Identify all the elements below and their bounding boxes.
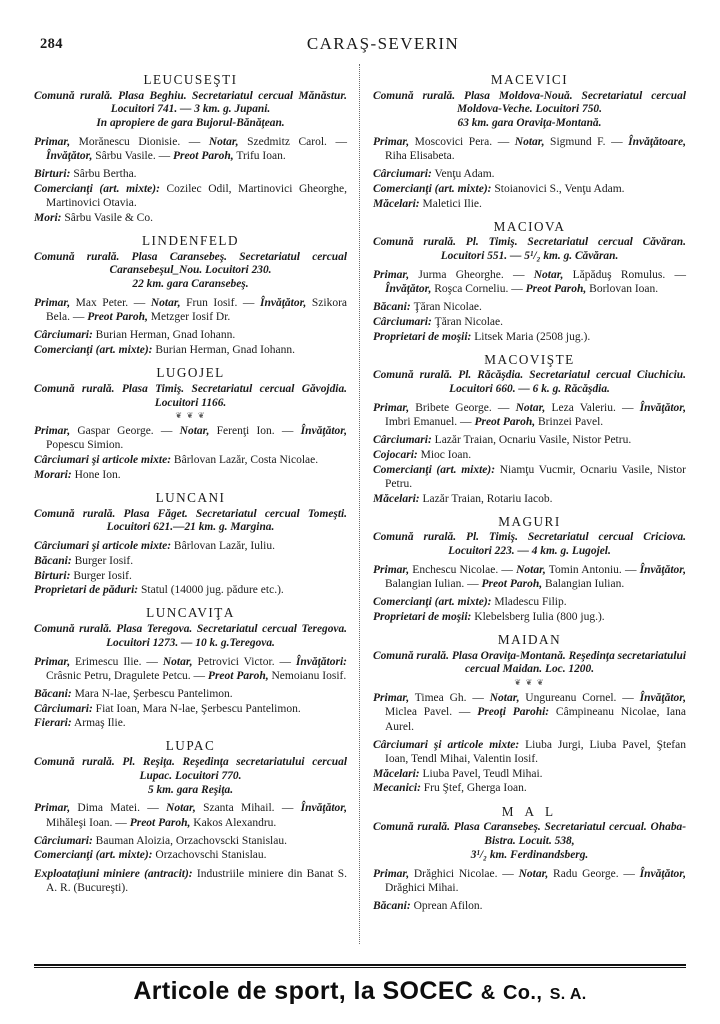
entry-role-label: Cârciumari:: [34, 329, 93, 342]
locality-header-text: Comună rurală. Plasa Oraviţa-Montană. Reşedinţa secretariatului cercual Maidan. Loc. 1200.: [373, 649, 686, 676]
locality-name: LINDENFELD: [141, 233, 240, 249]
locality-entry: [34, 234, 347, 357]
entry-value: Fiat Ioan, Mara N-lae, Şerbescu Pantelimon.: [92, 702, 301, 715]
decorative-ornament-icon: ❦ ❦ ❦: [514, 678, 545, 688]
locality-entry: [373, 805, 686, 913]
entry-value: Ţăran Nicolae.: [410, 301, 482, 314]
locality-header-block: [373, 531, 686, 559]
entry-value: Sârbu Vasile. —: [92, 150, 173, 163]
locality-header-text: Comună rurală. Pl. Răcăşdia. Secretariatul cercual Ciuchiciu. Locuitori 660. — 6 k. g. Răcăşdia.: [373, 369, 686, 396]
entry-role-label: Cârciumari şi articole mixte:: [373, 738, 520, 751]
locality-entry: [373, 220, 686, 344]
entry-role-label: Comercianţi (art. mixte):: [373, 596, 492, 609]
entry-line: [34, 167, 347, 181]
entry-value: Venţu Adam.: [431, 168, 495, 181]
entry-role-label: Comercianţi (art. mixte):: [373, 182, 492, 195]
entry-line: [373, 595, 686, 609]
entry-value: Radu George. —: [548, 867, 640, 880]
entry-value: Klebelsberg Iulia (800 jug.).: [471, 610, 605, 623]
entry-line: [373, 433, 686, 447]
locality-header-text: Comună rurală. Plasa Timiş. Secretariatul cercual Găvojdia. Locuitori 1166.: [34, 382, 347, 409]
entry-role-label: Cârciumari:: [373, 168, 432, 181]
entry-role-label: Preot Paroh,: [525, 283, 587, 296]
locality-header-text: Comună rurală. Pl. Timiş. Secretariatul cercual Căvăran. Locuitori 551. — 5¹/₂ km. g. Căvăran.: [373, 236, 686, 263]
entry-value: Burger Iosif.: [70, 569, 132, 582]
entry-value: Dima Matei. —: [70, 802, 167, 815]
entry-value: Câmpineanu Nicolae, Iana Aurel.: [385, 706, 687, 733]
locality-header-block: [34, 508, 347, 536]
entry-role-label: Primar,: [373, 268, 410, 281]
entry-value: Drăghici Nicolae. —: [409, 867, 519, 880]
entry-role-label: Băcani:: [34, 554, 72, 567]
entry-line: [373, 463, 686, 491]
entry-role-label: Preot Paroh,: [129, 816, 191, 829]
entry-value: Metzger Iosif Dr.: [147, 311, 231, 324]
entry-line: [34, 834, 347, 848]
entry-role-label: Cârciumari:: [34, 702, 93, 715]
entry-line: [373, 899, 686, 913]
entry-line: [34, 867, 347, 895]
entry-value: Petrovici Victor. —: [192, 655, 296, 668]
entry-value: Industriile miniere din Banat S. A. R. (Bucureşti).: [46, 867, 347, 894]
decorative-ornament-icon: ❦ ❦ ❦: [175, 411, 206, 421]
entry-value: Roşca Corneliu. —: [431, 283, 526, 296]
locality-name: MACOVIŞTE: [484, 351, 575, 367]
entry-role-label: Comercianţi (art. mixte):: [373, 463, 496, 476]
entry-role-label: Primar,: [34, 802, 71, 815]
entry-value: Maletici Ilie.: [419, 197, 482, 210]
entry-role-label: Învăţător,: [300, 425, 347, 438]
entry-role-label: Primar,: [373, 135, 410, 148]
entry-role-label: Învăţător,: [259, 296, 307, 309]
entry-role-label: Băcani:: [373, 301, 411, 314]
entry-line: [373, 448, 686, 462]
entry-value: Moscovici Pera. —: [409, 135, 515, 148]
entry-role-label: Preot Paroh,: [207, 669, 269, 682]
entry-value: Bribete George. —: [409, 402, 516, 414]
entry-line: [34, 554, 347, 568]
entry-value: Sârbu Bertha.: [70, 168, 137, 181]
entry-value: Erimescu Ilie. —: [70, 655, 163, 668]
entry-value: Bârlovan Lazăr, Costa Nicolae.: [171, 454, 319, 467]
entry-value: Miclea Pavel. —: [385, 706, 478, 719]
entry-role-label: Morari:: [34, 468, 72, 481]
entry-value: Cozilec Odil, Martinovici Gheorghe, Martinovici Otavia.: [46, 182, 347, 210]
entry-role-label: Primar,: [373, 867, 410, 880]
entry-role-label: Preot Paroh,: [87, 311, 148, 324]
locality-name: LUNCANI: [155, 490, 226, 506]
two-column-body: [34, 64, 686, 956]
locality-header-text: Comună rurală. Pl. Timiş. Secretariatul cercual Criciova. Locuitori 223. — 4 km. g. Lugojel.: [373, 531, 686, 558]
entry-value: Balangian Iulian.: [542, 578, 625, 591]
entry-role-label: Notar,: [514, 135, 545, 148]
locality-header-block: [373, 369, 686, 397]
entry-value: Popescu Simion.: [46, 439, 124, 452]
entry-role-label: Măcelari:: [373, 492, 420, 505]
entry-role-label: Fierari:: [34, 717, 72, 730]
locality-header-text: Comună rurală. Plasa Moldova-Nouă. Secretariatul cercual Moldova-Veche. Locuitori 750.: [373, 89, 686, 116]
footer-ampersand: &: [480, 982, 496, 1004]
locality-entry: [34, 606, 347, 730]
column-gutter: [347, 64, 373, 956]
entry-line: [34, 453, 347, 467]
entry-line: [34, 539, 347, 553]
entry-line: [373, 610, 686, 624]
entry-line: [373, 492, 686, 506]
footer-rule-thin: [34, 967, 686, 968]
entry-value: Tomin Antoniu. —: [545, 563, 640, 576]
entry-value: Stoianovici S., Venţu Adam.: [491, 182, 625, 195]
entry-role-label: Cârciumari:: [34, 834, 93, 847]
entry-line: [373, 135, 686, 163]
entry-value: Hone Ion.: [71, 468, 121, 481]
entry-line: [373, 867, 686, 895]
entry-role-label: Cârciumari şi articole mixte:: [34, 540, 172, 553]
entry-line: [34, 468, 347, 482]
entry-role-label: Primar,: [34, 655, 71, 668]
entry-role-label: Învăţător,: [639, 692, 686, 705]
entry-value: Ţăran Nicolae.: [431, 316, 503, 329]
entry-role-label: Primar,: [373, 402, 410, 414]
entry-line: [373, 563, 686, 591]
locality-entry: [373, 73, 686, 211]
entry-role-label: Învăţător,: [639, 867, 686, 880]
entry-value: Balangian Iulian. —: [385, 578, 482, 591]
entry-line: [34, 655, 347, 683]
entry-role-label: Băcani:: [34, 687, 72, 700]
entry-role-label: Învăţător,: [385, 283, 432, 296]
entry-value: Leza Valeriu. —: [545, 402, 640, 414]
entry-line: [34, 211, 347, 225]
entry-line: [34, 583, 347, 597]
locality-header-distance: 5 km. gara Reşiţa.: [147, 783, 234, 796]
locality-entry: [34, 491, 347, 597]
entry-role-label: Notar,: [179, 425, 210, 438]
locality-entry: [34, 366, 347, 482]
entry-role-label: Măcelari:: [373, 767, 420, 780]
entry-value: Drăghici Mihai.: [385, 881, 459, 894]
locality-header-text: Comună rurală. Plasa Teregova. Secretariatul cercual Teregova. Locuitori 1273. — 10 k. g.Teregova.: [34, 622, 347, 649]
entry-role-label: Primar,: [34, 296, 71, 309]
entry-value: Liuba Jurgi, Liuba Pavel, Ştefan Ioan, Tendl Mihai, Valentin Iosif.: [385, 738, 686, 766]
entry-role-label: Notar,: [533, 268, 564, 281]
entry-role-label: Cârciumari şi articole mixte:: [34, 454, 172, 467]
locality-header-text: Comună rurală. Plasa Caransebeş. Secretariatul cercual. Ohaba-Bistra. Locuit. 538,: [373, 821, 686, 847]
entry-line: [34, 182, 347, 210]
entry-value: Kakos Alexandru.: [190, 816, 277, 829]
entry-role-label: Cârciumari:: [373, 316, 432, 329]
locality-name: LUNCAVIŢA: [146, 605, 235, 621]
entry-value: Fru Ştef, Gherga Ioan.: [420, 782, 527, 795]
locality-header-distance: 63 km. gara Oraviţa-Montană.: [457, 117, 602, 130]
entry-value: Borlovan Ioan.: [586, 283, 659, 296]
page-folio: 284: [40, 36, 63, 52]
entry-role-label: Notar,: [515, 402, 546, 414]
entry-value: Burian Herman, Gnad Iohann.: [152, 344, 295, 356]
entry-line: [373, 738, 686, 766]
entry-value: Jurma Gheorghe. —: [409, 268, 534, 281]
entry-value: Trifu Ioan.: [233, 150, 286, 163]
locality-header-distance: 3¹/₂ km. Ferdinandsberg.: [470, 848, 589, 861]
entry-line: [34, 296, 347, 324]
entry-line: [373, 197, 686, 211]
entry-value: Brinzei Pavel.: [535, 416, 604, 429]
entry-line: [34, 687, 347, 701]
locality-header-distance: 22 km. gara Caransebeş.: [132, 278, 249, 291]
locality-name: MACIOVA: [493, 218, 566, 234]
entry-value: Litsek Maria (2508 jug.).: [471, 330, 591, 343]
locality-header-block: [373, 821, 686, 862]
entry-value: Sigmund F. —: [544, 135, 629, 148]
locality-name: LUGOJEL: [156, 365, 225, 381]
entry-role-label: Comercianţi (art. mixte):: [34, 182, 160, 195]
locality-header-block: [34, 383, 347, 411]
footer-advert: [34, 964, 686, 1006]
locality-name: MAIDAN: [497, 632, 562, 648]
entry-role-label: Cârciumari:: [373, 434, 432, 447]
entry-value: Riha Elisabeta.: [385, 150, 455, 163]
locality-header-text: Comună rurală. Plasa Beghiu. Secretariatul cercual Mănăstur. Locuitori 741. — 3 km. g. Jupani.: [34, 89, 347, 116]
entry-line: [34, 343, 347, 357]
entry-line: [34, 328, 347, 342]
entry-line: [373, 167, 686, 181]
entry-value: Bauman Aloizia, Orzachovscki Stanislau.: [92, 834, 287, 847]
column-divider-rule: [359, 64, 361, 944]
entry-value: Lazăr Traian, Ocnariu Vasile, Nistor Petru.: [431, 434, 632, 447]
entry-line: [34, 848, 347, 862]
entry-value: Mioc Ioan.: [417, 449, 472, 462]
entry-role-label: Mori:: [34, 211, 62, 224]
locality-name: MACEVICI: [490, 72, 569, 87]
entry-value: Morănescu Dionisie. —: [70, 135, 209, 148]
entry-value: Crâsnic Petru, Dragulete Petcu. —: [46, 669, 208, 682]
entry-role-label: Învăţător,: [639, 402, 686, 414]
entry-role-label: Învăţător,: [639, 563, 686, 576]
entry-role-label: Birturi:: [34, 168, 71, 181]
right-column: [373, 64, 686, 956]
entry-line: [373, 182, 686, 196]
entry-value: Mladescu Filip.: [491, 596, 567, 609]
entry-role-label: Notar,: [516, 563, 546, 576]
locality-header-text: Comună rurală. Plasa Făget. Secretariatul cercual Tomeşti. Locuitori 621.—21 km. g. Margina.: [34, 507, 347, 534]
entry-line: [34, 702, 347, 716]
entry-role-label: Învăţător,: [300, 802, 347, 815]
entry-value: Szikora Bela. —: [46, 296, 348, 324]
footer-rule-thick: [34, 964, 686, 966]
entry-role-label: Învăţătoare,: [628, 135, 686, 148]
entry-line: [34, 716, 347, 730]
entry-role-label: Comercianţi (art. mixte):: [34, 344, 153, 356]
entry-role-label: Băcani:: [373, 899, 411, 912]
locality-entry: [373, 353, 686, 506]
footer-sa: S. A.: [549, 986, 587, 1003]
entry-value: Gaspar George. —: [70, 425, 180, 438]
entry-value: Lăpăduş Romulus. —: [563, 268, 686, 281]
entry-role-label: Primar,: [34, 135, 71, 148]
entry-value: Burian Herman, Gnad Iohann.: [92, 329, 236, 342]
entry-role-label: Notar,: [208, 135, 239, 148]
entry-line: [34, 135, 347, 163]
locality-header-block: [34, 623, 347, 651]
entry-line: [34, 424, 347, 452]
entry-role-label: Preot Paroh,: [481, 578, 543, 591]
entry-value: Mara N-lae, Şerbescu Pantelimon.: [71, 687, 233, 700]
entry-role-label: Birturi:: [34, 569, 71, 582]
entry-role-label: Măcelari:: [373, 197, 420, 210]
locality-name: MAGURI: [498, 513, 561, 529]
locality-header-block: [34, 251, 347, 292]
entry-value: Nemoianu Iosif.: [268, 669, 347, 682]
entry-value: Mihăleşi Ioan. —: [46, 816, 130, 829]
footer-main-text: Articole de sport, la SOCEC: [133, 977, 474, 1005]
entry-line: [373, 268, 686, 296]
entry-value: Szanta Mihail. —: [195, 802, 301, 815]
entry-role-label: Mecanici:: [373, 782, 421, 795]
entry-role-label: Proprietari de moşii:: [373, 330, 472, 343]
entry-value: Ferenţi Ion. —: [209, 425, 301, 438]
entry-value: Frun Iosif. —: [180, 296, 260, 309]
entry-role-label: Notar,: [150, 296, 181, 309]
footer-advert-text: [34, 977, 686, 1006]
locality-header-block: [34, 756, 347, 797]
entry-line: [373, 300, 686, 314]
locality-header-block: [34, 90, 347, 131]
entry-role-label: Primar,: [373, 563, 410, 576]
entry-role-label: Preot Paroh,: [172, 150, 234, 163]
entry-value: Timea Gh. —: [409, 692, 490, 705]
entry-line: [34, 801, 347, 829]
locality-header-distance: In apropiere de gara Bujorul-Bănăţean.: [96, 117, 285, 130]
entry-role-label: Notar,: [489, 692, 520, 705]
entry-role-label: Notar,: [162, 655, 193, 668]
entry-line: [373, 315, 686, 329]
entry-value: Enchescu Nicolae. —: [409, 563, 517, 576]
entry-line: [34, 569, 347, 583]
entry-role-label: Învăţători:: [295, 655, 347, 668]
locality-header-text: Comună rurală. Plasa Caransebeş. Secretariatul cercual Caransebeşul_Nou. Locuitori 230.: [34, 250, 347, 277]
entry-value: Lazăr Traian, Rotariu Iacob.: [419, 492, 553, 505]
entry-role-label: Primar,: [34, 425, 71, 438]
footer-co: Co.,: [502, 982, 543, 1004]
entry-value: Niamţu Vucmir, Ocnariu Vasile, Nistor Petru.: [385, 463, 686, 490]
locality-header-block: [373, 650, 686, 678]
locality-entry: [373, 515, 686, 624]
running-head: [34, 36, 686, 62]
entry-role-label: Comercianţi (art. mixte):: [34, 849, 153, 862]
locality-entry: [34, 73, 347, 225]
locality-entry: [34, 739, 347, 895]
entry-role-label: Cojocari:: [373, 449, 418, 462]
entry-value: Orzachovschi Stanislau.: [152, 849, 267, 862]
locality-entry: [373, 633, 686, 795]
entry-role-label: Preoţi Parohi:: [477, 706, 550, 719]
entry-line: [373, 330, 686, 344]
entry-value: Imbri Emanuel. —: [385, 416, 475, 429]
entry-line: [373, 401, 686, 429]
entry-role-label: Exploataţiuni miniere (antracit):: [34, 867, 193, 880]
entry-value: Liuba Pavel, Teudl Mihai.: [419, 767, 543, 780]
locality-header-block: [373, 236, 686, 264]
entry-value: Statul (14000 jug. pădure etc.).: [138, 584, 284, 597]
locality-name: LUPAC: [165, 738, 216, 754]
entry-role-label: Notar,: [518, 867, 549, 880]
entry-value: Armaş Ilie.: [71, 717, 126, 730]
entry-value: Szedmitz Carol. —: [238, 135, 347, 148]
entry-role-label: Primar,: [373, 692, 410, 705]
entry-value: Max Peter. —: [70, 296, 151, 309]
entry-value: Sârbu Vasile & Co.: [61, 211, 153, 224]
locality-name: LEUCUSEŞTI: [143, 72, 238, 87]
entry-value: Bârlovan Lazăr, Iuliu.: [171, 540, 276, 553]
entry-line: [373, 691, 686, 734]
entry-line: [373, 767, 686, 781]
county-header: CARAŞ-SEVERIN: [306, 34, 460, 53]
locality-name: M A L: [501, 803, 558, 819]
entry-role-label: Învăţător,: [46, 150, 93, 163]
entry-role-label: Notar,: [166, 802, 196, 815]
entry-line: [373, 781, 686, 795]
entry-role-label: Preot Paroh,: [474, 416, 536, 429]
entry-role-label: Proprietari de moşii:: [373, 610, 472, 623]
entry-value: Ungureanu Cornel. —: [519, 692, 640, 705]
entry-value: Burger Iosif.: [71, 554, 134, 567]
locality-header-block: [373, 90, 686, 131]
entry-role-label: Proprietari de păduri:: [34, 584, 139, 597]
locality-header-text: Comună rurală. Pl. Reşiţa. Reşedinţa secretariatului cercual Lupac. Locuitori 770.: [34, 755, 347, 782]
entry-value: Oprean Afilon.: [410, 899, 483, 912]
left-column: [34, 64, 347, 956]
